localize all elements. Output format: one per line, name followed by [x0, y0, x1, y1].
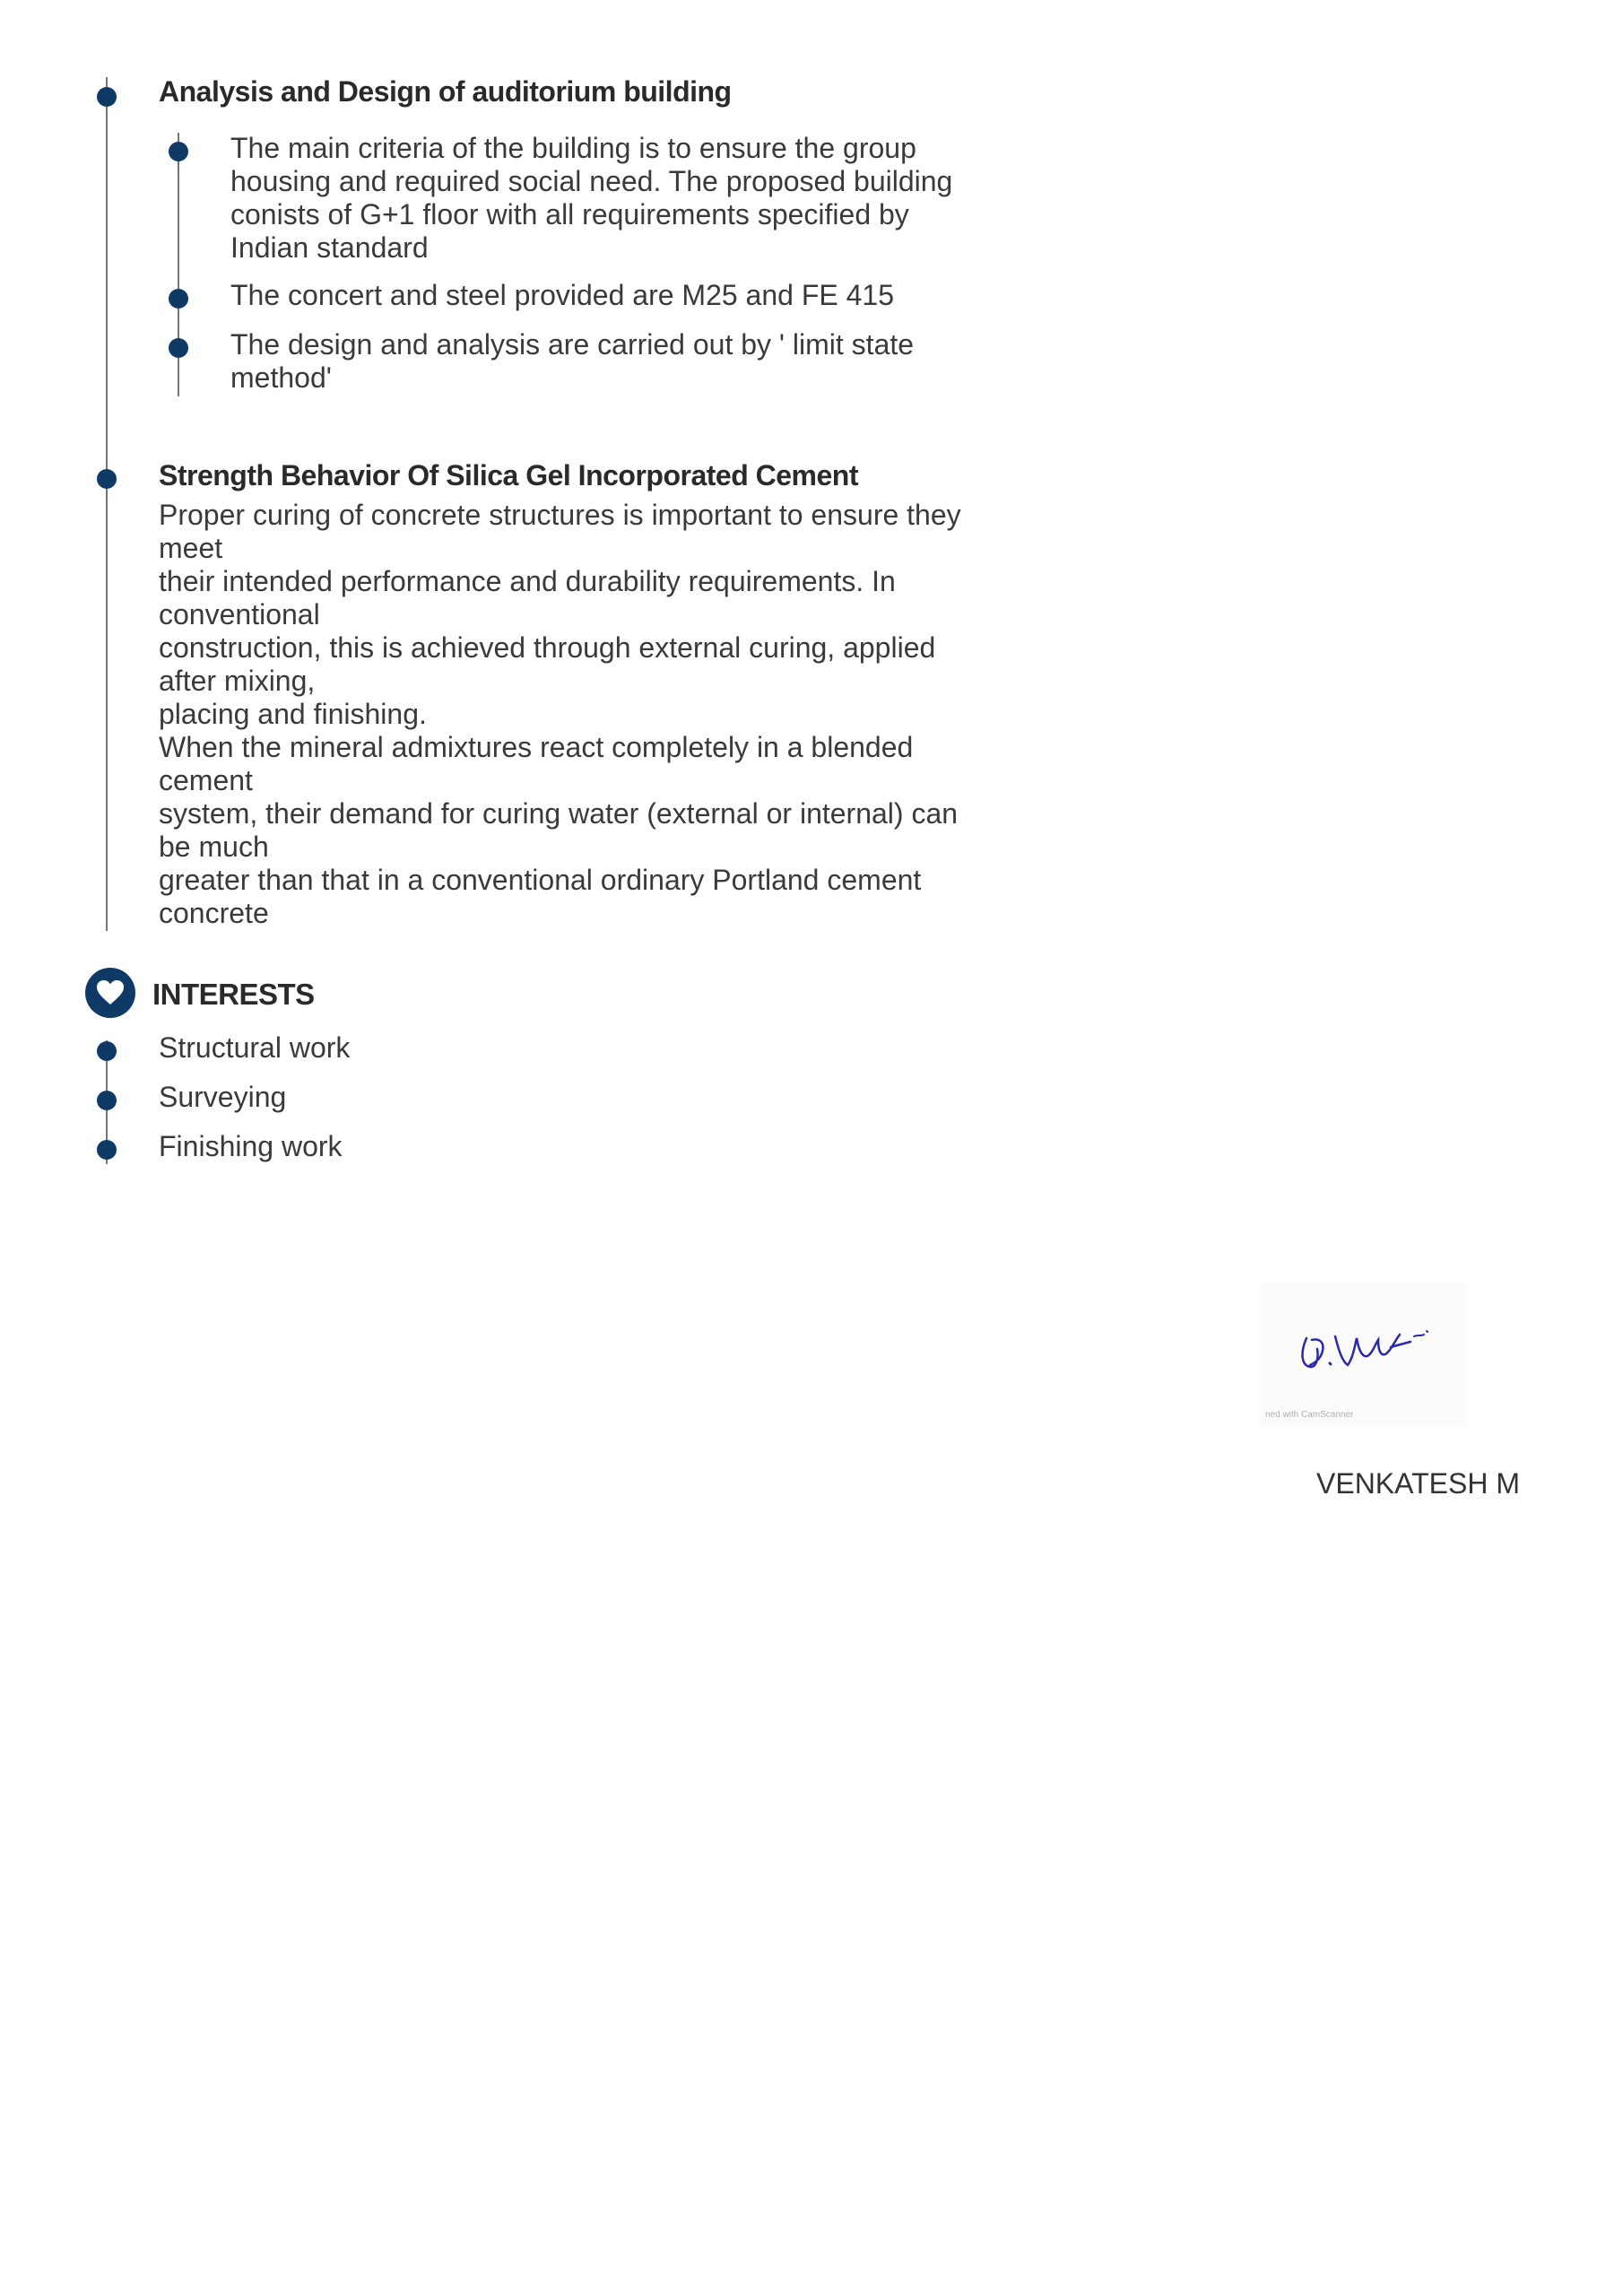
interest-dot	[97, 1091, 117, 1110]
description-line: conventional	[159, 598, 320, 631]
heart-icon	[97, 980, 124, 1005]
interest-item: Finishing work	[159, 1130, 343, 1162]
bullet-line: method'	[230, 361, 332, 394]
interest-item: Surveying	[159, 1081, 287, 1113]
bullet-line: housing and required social need. The proposed building	[230, 165, 953, 197]
description-line: meet	[159, 532, 223, 564]
project-bullet	[230, 132, 1002, 265]
bullet-line: Indian standard	[230, 231, 429, 264]
timeline-dot	[97, 87, 117, 107]
project-description	[159, 499, 984, 930]
interest-dot	[97, 1140, 117, 1160]
description-line: greater than that in a conventional ordinary Portland cement	[159, 864, 922, 896]
interest-item: Structural work	[159, 1031, 351, 1064]
bullet-dot	[169, 142, 188, 161]
description-line: Proper curing of concrete structures is important to ensure they	[159, 499, 961, 531]
signature-scribble	[1260, 1283, 1466, 1426]
description-line: be much	[159, 831, 269, 863]
stamp-text: ned with CamScanner	[1265, 1410, 1354, 1420]
bullet-dot	[169, 338, 188, 358]
signature-image	[1260, 1283, 1466, 1426]
description-line: after mixing,	[159, 665, 316, 697]
bullet-line: The concert and steel provided are M25 and FE 415	[230, 279, 894, 311]
project-bullet	[230, 328, 1002, 395]
interests-section-icon	[85, 968, 135, 1018]
bullet-line: The main criteria of the building is to ensure the group	[230, 132, 916, 164]
description-line: concrete	[159, 897, 269, 929]
project-title: Analysis and Design of auditorium building	[159, 75, 732, 108]
project-title: Strength Behavior Of Silica Gel Incorporated Cement	[159, 459, 858, 491]
signature-name: VENKATESH M	[1316, 1467, 1520, 1500]
description-line: system, their demand for curing water (external or internal) can	[159, 797, 959, 830]
interest-dot	[97, 1041, 117, 1061]
project-bullet	[230, 279, 1002, 312]
description-line: When the mineral admixtures react completely in a blended	[159, 731, 914, 763]
description-line: cement	[159, 764, 253, 796]
description-line: their intended performance and durability requirements. In	[159, 565, 896, 597]
timeline-dot	[97, 469, 117, 489]
interests-heading: INTERESTS	[152, 978, 315, 1011]
description-line: construction, this is achieved through external curing, applied	[159, 631, 936, 664]
bullet-line: conists of G+1 floor with all requirements specified by	[230, 198, 909, 230]
timeline-line	[106, 77, 108, 931]
bullet-line: The design and analysis are carried out by ' limit state	[230, 328, 915, 361]
bullet-dot	[169, 289, 188, 309]
description-line: placing and finishing.	[159, 698, 427, 730]
